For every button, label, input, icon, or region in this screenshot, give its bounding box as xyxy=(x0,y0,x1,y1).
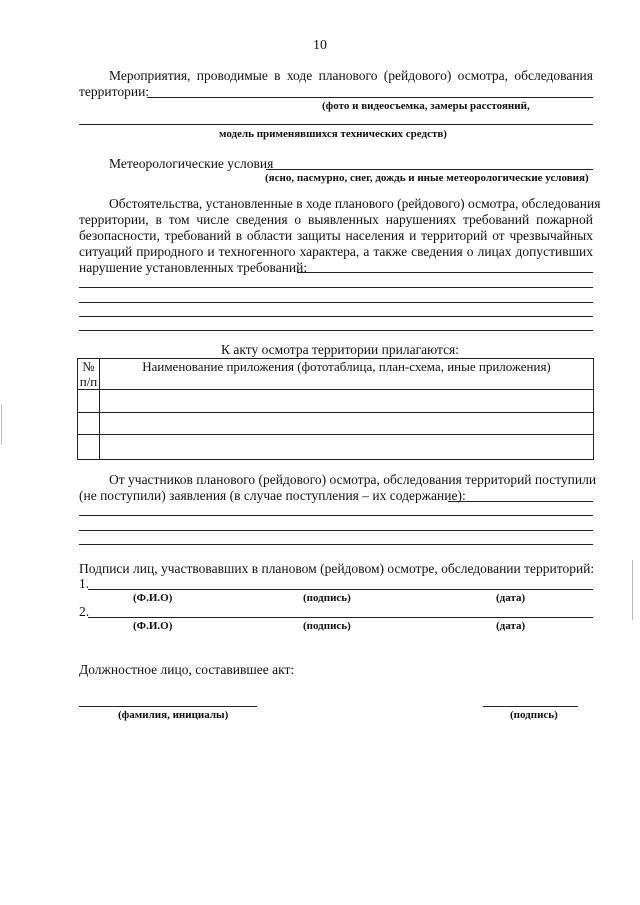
signature-row-1-line[interactable] xyxy=(88,589,593,590)
circumstances-line-1: Обстоятельства, установленные в ходе планового (рейдового) осмотра, обследования xyxy=(109,196,601,211)
circumstances-fill-line-2[interactable] xyxy=(79,287,593,288)
circumstances-fill-line-3[interactable] xyxy=(79,302,593,303)
measures-line-1: Мероприятия, проводимые в ходе планового (рейдового) осмотра, обследования xyxy=(109,68,593,83)
official-sign-caption: (подпись) xyxy=(510,709,558,721)
signature-row-2-number: 2. xyxy=(79,604,90,619)
weather-label: Метеорологические условия xyxy=(109,156,274,171)
attachments-row-num[interactable] xyxy=(78,390,100,413)
page-number: 10 xyxy=(313,38,327,53)
attachments-row-name[interactable] xyxy=(100,435,594,460)
attachments-row xyxy=(78,390,594,413)
official-name-line[interactable] xyxy=(79,706,257,707)
signature-row-1-sign-caption: (подпись) xyxy=(303,592,351,604)
weather-fill-line[interactable] xyxy=(266,169,593,170)
measures-label: территории: xyxy=(79,84,150,99)
signature-row-1-fio-caption: (Ф.И.О) xyxy=(133,592,173,604)
weather-caption: (ясно, пасмурно, снег, дождь и иные метеорологические условия) xyxy=(265,172,589,184)
circumstances-fill-line-4[interactable] xyxy=(79,316,593,317)
attachments-table xyxy=(77,358,594,460)
official-sign-line[interactable] xyxy=(483,706,578,707)
official-name-caption: (фамилия, инициалы) xyxy=(118,709,229,721)
signature-row-1-number: 1. xyxy=(79,576,90,591)
measures-fill-line-2[interactable] xyxy=(79,124,593,125)
circumstances-line-2: территории, в том числе сведения о выявленных нарушениях требований пожарной xyxy=(79,212,593,227)
col-header-num xyxy=(78,359,100,390)
col-header-num-line-1: № xyxy=(82,359,95,374)
statements-line-2: (не поступили) заявления (в случае поступления – их содержание): xyxy=(79,488,466,503)
signature-row-2-line[interactable] xyxy=(88,617,593,618)
attachments-row-num[interactable] xyxy=(78,413,100,435)
attachments-row-name[interactable] xyxy=(100,390,594,413)
measures-caption-2: модель применявшихся технических средств) xyxy=(219,128,447,140)
col-header-name: Наименование приложения (фототаблица, план-схема, иные приложения) xyxy=(100,359,594,390)
scan-edge-mark xyxy=(632,560,633,620)
statements-fill-line-3[interactable] xyxy=(79,530,593,531)
circumstances-fill-line-1[interactable] xyxy=(297,272,593,273)
signature-row-2-sign-caption: (подпись) xyxy=(303,620,351,632)
signature-row-2-date-caption: (дата) xyxy=(496,620,526,632)
circumstances-line-5: нарушение установленных требований: xyxy=(79,260,308,275)
measures-fill-line-1[interactable] xyxy=(147,97,593,98)
attachments-row xyxy=(78,435,594,460)
statements-fill-line-2[interactable] xyxy=(79,515,593,516)
attachments-row xyxy=(78,413,594,435)
scan-edge-mark xyxy=(1,405,2,445)
signatures-title: Подписи лиц, участвовавших в плановом (рейдовом) осмотре, обследовании территорий: xyxy=(79,561,595,576)
circumstances-fill-line-5[interactable] xyxy=(79,330,593,331)
circumstances-line-3: безопасности, требований в области защиты населения и территорий от чрезвычайных xyxy=(79,228,593,243)
attachments-title: К акту осмотра территории прилагаются: xyxy=(221,342,460,357)
statements-line-1: От участников планового (рейдового) осмотра, обследования территорий поступили xyxy=(109,472,597,487)
attachments-row-num[interactable] xyxy=(78,435,100,460)
signature-row-2-fio-caption: (Ф.И.О) xyxy=(133,620,173,632)
official-label: Должностное лицо, составившее акт: xyxy=(79,662,295,677)
attachments-row-name[interactable] xyxy=(100,413,594,435)
statements-fill-line-1[interactable] xyxy=(448,501,593,502)
statements-fill-line-4[interactable] xyxy=(79,544,593,545)
col-header-num-line-2: п/п xyxy=(79,374,98,389)
attachments-header-row xyxy=(78,359,594,390)
signature-row-1-date-caption: (дата) xyxy=(496,592,526,604)
circumstances-line-4: ситуаций природного и техногенного характера, а также сведения о лицах допустивших xyxy=(79,244,593,259)
measures-caption-1: (фото и видеосъемка, замеры расстояний, xyxy=(322,100,530,112)
